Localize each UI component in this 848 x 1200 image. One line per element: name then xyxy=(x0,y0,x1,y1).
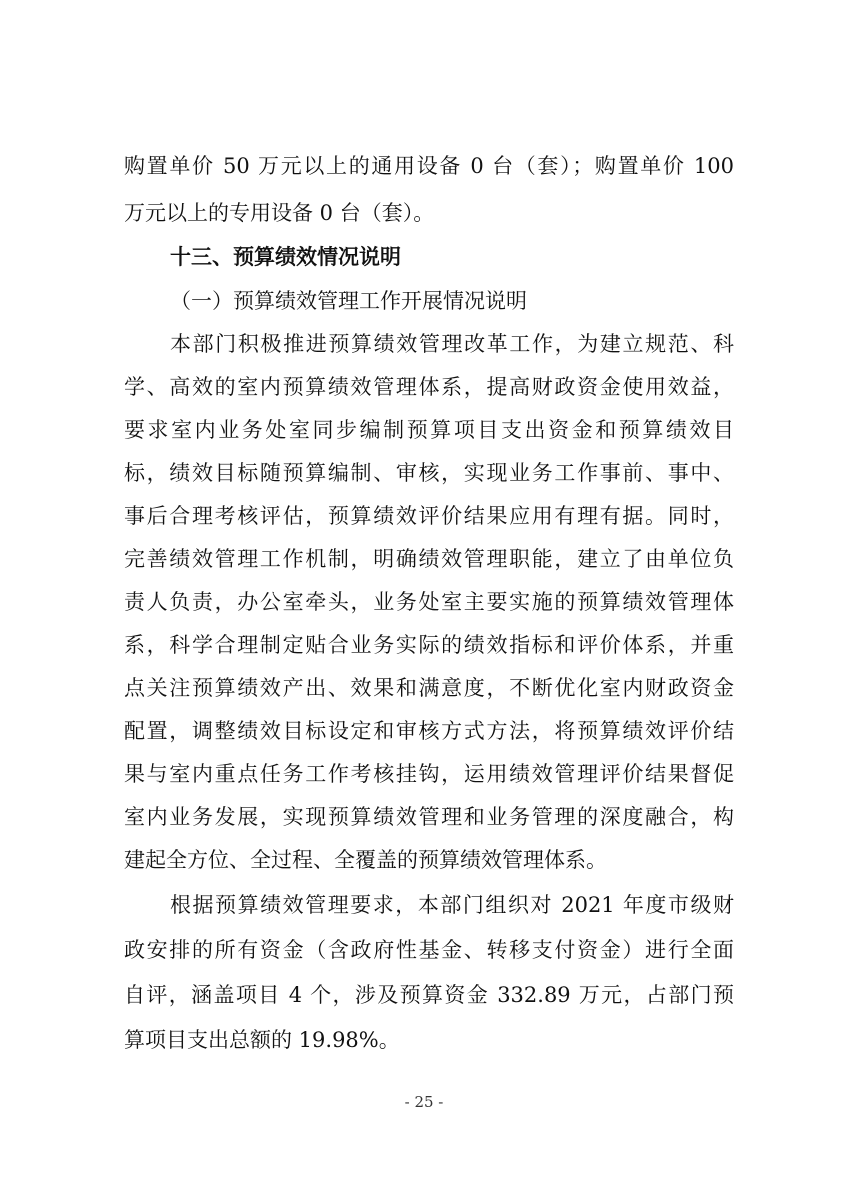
paragraph-line: 室内业务发展，实现预算绩效管理和业务管理的深度融合，构 xyxy=(124,805,734,829)
text-line: 万元以上的专用设备 0 台（套）。 xyxy=(124,201,435,225)
page-number: - 25 - xyxy=(404,1093,444,1111)
paragraph-line: 算项目支出总额的 19.98%。 xyxy=(124,1028,400,1052)
text-line: 购置单价 50 万元以上的通用设备 0 台（套）；购置单价 100 xyxy=(124,154,734,178)
paragraph-line: 完善绩效管理工作机制，明确绩效管理职能，建立了由单位负 xyxy=(124,547,734,571)
paragraph-line: 自评，涵盖项目 4 个，涉及预算资金 332.89 万元，占部门预 xyxy=(124,983,734,1007)
section-heading: 十三、预算绩效情况说明 xyxy=(170,245,401,269)
paragraph-line: 学、高效的室内预算绩效管理体系，提高财政资金使用效益， xyxy=(124,375,734,399)
paragraph-line: 事后合理考核评估，预算绩效评价结果应用有理有据。同时， xyxy=(124,504,734,528)
paragraph-line: 本部门积极推进预算绩效管理改革工作，为建立规范、科 xyxy=(170,332,734,356)
paragraph-line: 配置，调整绩效目标设定和审核方式方法，将预算绩效评价结 xyxy=(124,719,734,743)
paragraph-line: 根据预算绩效管理要求，本部门组织对 2021 年度市级财 xyxy=(170,893,734,917)
paragraph-line: 标，绩效目标随预算编制、审核，实现业务工作事前、事中、 xyxy=(124,461,734,485)
paragraph-line: 点关注预算绩效产出、效果和满意度，不断优化室内财政资金 xyxy=(124,676,734,700)
paragraph-line: 果与室内重点任务工作考核挂钩，运用绩效管理评价结果督促 xyxy=(124,762,734,786)
paragraph-line: 建起全方位、全过程、全覆盖的预算绩效管理体系。 xyxy=(124,848,607,872)
paragraph-line: 要求室内业务处室同步编制预算项目支出资金和预算绩效目 xyxy=(124,418,734,442)
paragraph-line: 政安排的所有资金（含政府性基金、转移支付资金）进行全面 xyxy=(124,938,734,962)
subsection-heading: （一）预算绩效管理工作开展情况说明 xyxy=(170,289,527,313)
paragraph-line: 系，科学合理制定贴合业务实际的绩效指标和评价体系，并重 xyxy=(124,633,734,657)
paragraph-line: 责人负责，办公室牵头，业务处室主要实施的预算绩效管理体 xyxy=(124,590,734,614)
